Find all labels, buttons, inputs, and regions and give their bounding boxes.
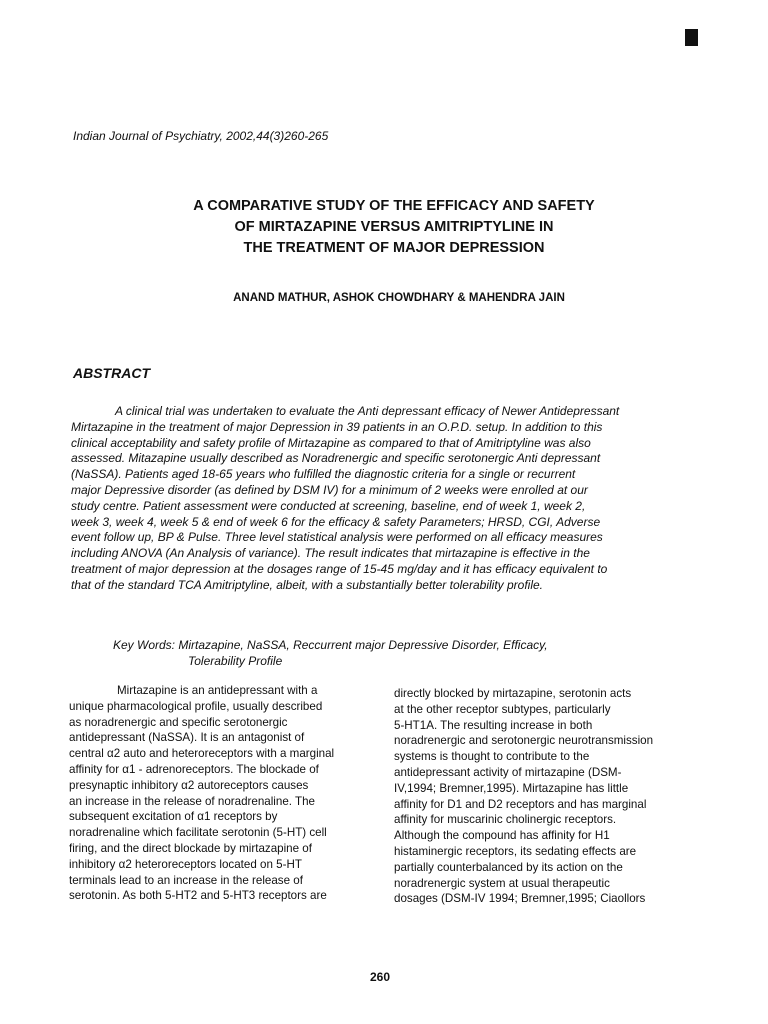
body-line: subsequent excitation of α1 receptors by <box>69 810 278 824</box>
body-line: at the other receptor subtypes, particularly <box>394 702 611 716</box>
body-line: presynaptic inhibitory α2 autoreceptors causes <box>69 778 309 792</box>
body-line: unique pharmacological profile, usually described <box>69 699 323 713</box>
body-line: noradrenergic system at usual therapeutic <box>394 876 610 890</box>
body-line: an increase in the release of noradrenaline. The <box>69 794 315 808</box>
body-line: antidepressant activity of mirtazapine (DSM- <box>394 765 622 779</box>
abstract-line: event follow up, BP & Pulse. Three level statistical analysis were performed on all efficacy measures <box>71 530 603 545</box>
abstract-line: major Depressive disorder (as defined by DSM IV) for a minimum of 2 weeks were enrolled at our <box>71 482 588 497</box>
abstract-line: assessed. Mitazapine usually described as Noradrenergic and specific serotonergic Anti depressant <box>71 451 601 466</box>
body-line: firing, and the direct blockade by mirtazapine of <box>69 841 312 855</box>
author-list: ANAND MATHUR, ASHOK CHOWDHARY & MAHENDRA JAIN <box>233 292 565 304</box>
body-line: Mirtazapine is an antidepressant with a <box>117 684 318 697</box>
abstract-line: A clinical trial was undertaken to evaluate the Anti depressant efficacy of Newer Antidepressant <box>115 404 620 418</box>
paper-title <box>0 196 768 259</box>
body-line: systems is thought to contribute to the <box>394 750 590 764</box>
abstract-line: week 3, week 4, week 5 & end of week 6 for the efficacy & safety Parameters; HRSD, CGI, Adverse <box>71 514 601 529</box>
abstract-line: study centre. Patient assessment were conducted at screening, baseline, end of week 1, week 2, <box>71 498 586 513</box>
body-line: inhibitory α2 heteroreceptors located on 5-HT <box>69 857 302 871</box>
body-line: terminals lead to an increase in the release of <box>69 873 303 887</box>
body-column-right <box>394 686 704 907</box>
body-line: as noradrenergic and specific serotonergic <box>69 715 288 729</box>
title-line: THE TREATMENT OF MAJOR DEPRESSION <box>243 240 545 256</box>
abstract-line: clinical acceptability and safety profile of Mirtazapine as compared to that of Amitriptyline was also <box>71 435 591 450</box>
body-line: histaminergic receptors, its sedating effects are <box>394 844 637 858</box>
body-line: dosages (DSM-IV 1994; Bremner,1995; Ciaollors <box>394 892 646 906</box>
body-line: affinity for muscarinic cholinergic receptors. <box>394 813 617 827</box>
abstract-line: including ANOVA (An Analysis of variance). The result indicates that mirtazapine is effective in the <box>71 546 590 561</box>
body-line: partially counterbalanced by its action on the <box>394 860 623 874</box>
title-line: A COMPARATIVE STUDY OF THE EFFICACY AND SAFETY <box>193 198 595 214</box>
abstract-line: Mirtazapine in the treatment of major Depression in 39 patients in an O.P.D. setup. In addition to this <box>71 419 603 434</box>
body-line: noradrenaline which facilitate serotonin (5-HT) cell <box>69 826 327 840</box>
keywords-line: Tolerability Profile <box>188 654 283 668</box>
body-line: noradrenergic and serotonergic neurotransmission <box>394 734 654 748</box>
body-column-left <box>69 683 379 904</box>
abstract-line: treatment of major depression at the dosages range of 15-45 mg/day and it has efficacy equivalent to <box>71 561 608 576</box>
abstract-line: (NaSSA). Patients aged 18-65 years who fulfilled the diagnostic criteria for a single or recurrent <box>71 467 576 482</box>
body-line: directly blocked by mirtazapine, serotonin acts <box>394 687 632 700</box>
body-line: 5-HT1A. The resulting increase in both <box>394 718 593 732</box>
keywords-line: Key Words: Mirtazapine, NaSSA, Reccurrent major Depressive Disorder, Efficacy, <box>113 638 548 652</box>
body-line: IV,1994; Bremner,1995). Mirtazapine has little <box>394 781 629 795</box>
journal-reference: Indian Journal of Psychiatry, 2002,44(3)260-265 <box>73 129 329 143</box>
abstract-heading: ABSTRACT <box>73 365 150 381</box>
corner-mark <box>685 29 698 46</box>
body-line: antidepressant (NaSSA). It is an antagonist of <box>69 731 305 745</box>
page-number: 260 <box>370 970 391 984</box>
keywords <box>113 637 548 669</box>
body-line: central α2 auto and heteroreceptors with a marginal <box>69 747 335 761</box>
abstract-body <box>71 404 703 594</box>
body-line: affinity for α1 - adrenoreceptors. The blockade of <box>69 762 319 776</box>
abstract-line: that of the standard TCA Amitriptyline, albeit, with a substantially better tolerability profile. <box>71 577 544 592</box>
body-line: Although the compound has affinity for H1 <box>394 829 610 843</box>
title-line: OF MIRTAZAPINE VERSUS AMITRIPTYLINE IN <box>234 219 554 235</box>
body-line: affinity for D1 and D2 receptors and has marginal <box>394 797 647 811</box>
body-line: serotonin. As both 5-HT2 and 5-HT3 receptors are <box>69 889 327 903</box>
